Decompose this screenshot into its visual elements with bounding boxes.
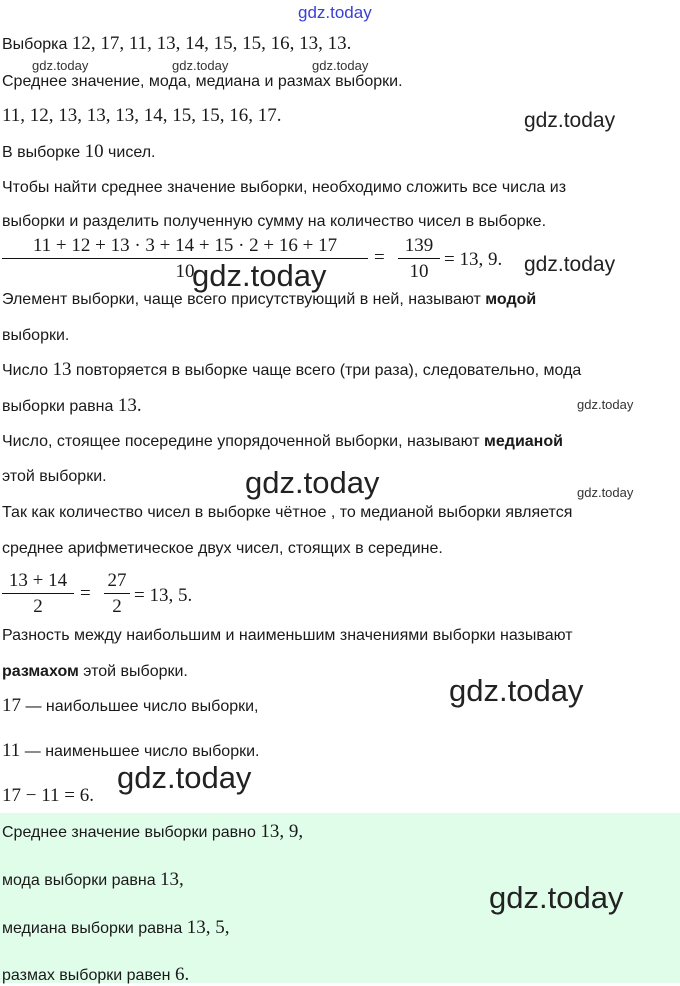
median-definition-2: этой выборки. <box>2 468 107 485</box>
mean-explanation-2: выборки и разделить полученную сумму на количество чисел в выборке. <box>2 213 547 230</box>
mode-value: 13. <box>117 395 142 416</box>
watermark-mid: gdz.today <box>524 253 616 276</box>
range-def-suffix: этой выборки. <box>78 663 188 680</box>
answer-median-value: 13, 5, <box>186 917 230 938</box>
median-numerator: 13 + 14 <box>8 570 68 591</box>
watermark-small: gdz.today <box>577 485 634 500</box>
median-term: медианой <box>484 433 563 450</box>
watermark-small: gdz.today <box>312 58 369 73</box>
watermark-big: gdz.today <box>245 465 380 500</box>
median-result: = 13, 5. <box>134 585 193 606</box>
mode-def-prefix: Элемент выборки, чаще всего присутствующий в ней, называют <box>2 291 486 308</box>
header-watermark: gdz.today <box>298 3 372 22</box>
watermark-big: gdz.today <box>489 880 624 915</box>
watermark-small: gdz.today <box>32 58 89 73</box>
mean-result: = 13, 9. <box>444 249 503 270</box>
answer-mode-value: 13, <box>160 869 184 890</box>
watermark-mid: gdz.today <box>524 109 616 132</box>
mean-sum: 139 <box>404 235 434 256</box>
fraction-bar <box>2 593 74 594</box>
mode-number: 13 <box>52 359 72 380</box>
answer-range-text: размах выборки равен <box>2 967 175 984</box>
sample-prefix: Выборка <box>2 36 72 53</box>
range-definition: Разность между наибольшим и наименьшим значениями выборки называют <box>2 627 573 644</box>
range-calculation: 17 − 11 = 6. <box>2 785 94 806</box>
mode-reason-2-prefix: выборки равна <box>2 398 118 415</box>
sample-values: 12, 17, 11, 13, 14, 15, 15, 16, 13, 13. <box>71 33 352 54</box>
answer-mode-text: мода выборки равна <box>2 872 161 889</box>
answer-median-text: медиана выборки равна <box>2 920 187 937</box>
answer-median <box>2 918 229 939</box>
median-fraction-1 <box>2 570 74 618</box>
answer-mean-value: 13, 9, <box>260 821 304 842</box>
mode-reason <box>2 360 581 381</box>
mode-definition-2: выборки. <box>2 327 70 344</box>
min-text: — наименьшее число выборки. <box>20 743 260 760</box>
mean-fraction-2 <box>398 235 440 283</box>
answer-range-value: 6. <box>174 964 190 985</box>
count-value: 10 <box>84 141 104 162</box>
mode-term: модой <box>485 291 537 308</box>
median-equals: = <box>80 583 91 604</box>
median-denominator: 2 <box>33 596 43 617</box>
watermark-big: gdz.today <box>192 258 327 293</box>
max-value: 17 <box>2 695 21 716</box>
watermark-small: gdz.today <box>577 397 634 412</box>
median-def-prefix: Число, стоящее посередине упорядоченной выборки, называют <box>2 433 485 450</box>
mode-reason-prefix: Число <box>2 362 53 379</box>
count-prefix: В выборке <box>2 144 85 161</box>
mean-denominator: 10 <box>175 261 195 282</box>
mean-explanation-1: Чтобы найти среднее значение выборки, необходимо сложить все числа из <box>2 179 567 196</box>
answer-mean-text: Среднее значение выборки равно <box>2 824 261 841</box>
count-line <box>2 142 155 163</box>
median-sum: 27 <box>107 570 127 591</box>
sample-line <box>2 34 351 55</box>
mean-equals: = <box>374 247 385 268</box>
watermark-big: gdz.today <box>117 760 252 795</box>
fraction-bar <box>398 258 440 259</box>
max-text: — наибольшее число выборки, <box>21 698 259 715</box>
sorted-sample: 11, 12, 13, 13, 13, 14, 15, 15, 16, 17. <box>2 105 282 126</box>
answer-mode <box>2 870 184 891</box>
answer-mean <box>2 822 303 843</box>
fraction-bar <box>104 593 130 594</box>
mean-numerator: 11 + 12 + 13 · 3 + 14 + 15 · 2 + 16 + 17 <box>32 235 338 256</box>
range-term: размахом <box>2 663 79 680</box>
mean-count: 10 <box>409 261 429 282</box>
mode-reason-2 <box>2 396 142 417</box>
watermark-big: gdz.today <box>449 673 584 708</box>
range-definition-2 <box>2 662 188 682</box>
median-fraction-2 <box>104 570 130 618</box>
min-value: 11 <box>2 740 21 761</box>
median-definition <box>2 432 563 452</box>
min-line <box>2 741 259 762</box>
median-reason-2: среднее арифметическое двух чисел, стоящих в середине. <box>2 540 443 557</box>
max-line <box>2 696 259 717</box>
count-suffix: чисел. <box>103 144 156 161</box>
watermark-small: gdz.today <box>172 58 229 73</box>
median-reason-1: Так как количество чисел в выборке чётное , то медианой выборки является <box>2 504 573 521</box>
median-count: 2 <box>112 596 122 617</box>
mode-reason-suffix: повторяется в выборке чаще всего (три раза), следовательно, мода <box>71 362 582 379</box>
task-text: Среднее значение, мода, медиана и размах выборки. <box>2 73 403 90</box>
